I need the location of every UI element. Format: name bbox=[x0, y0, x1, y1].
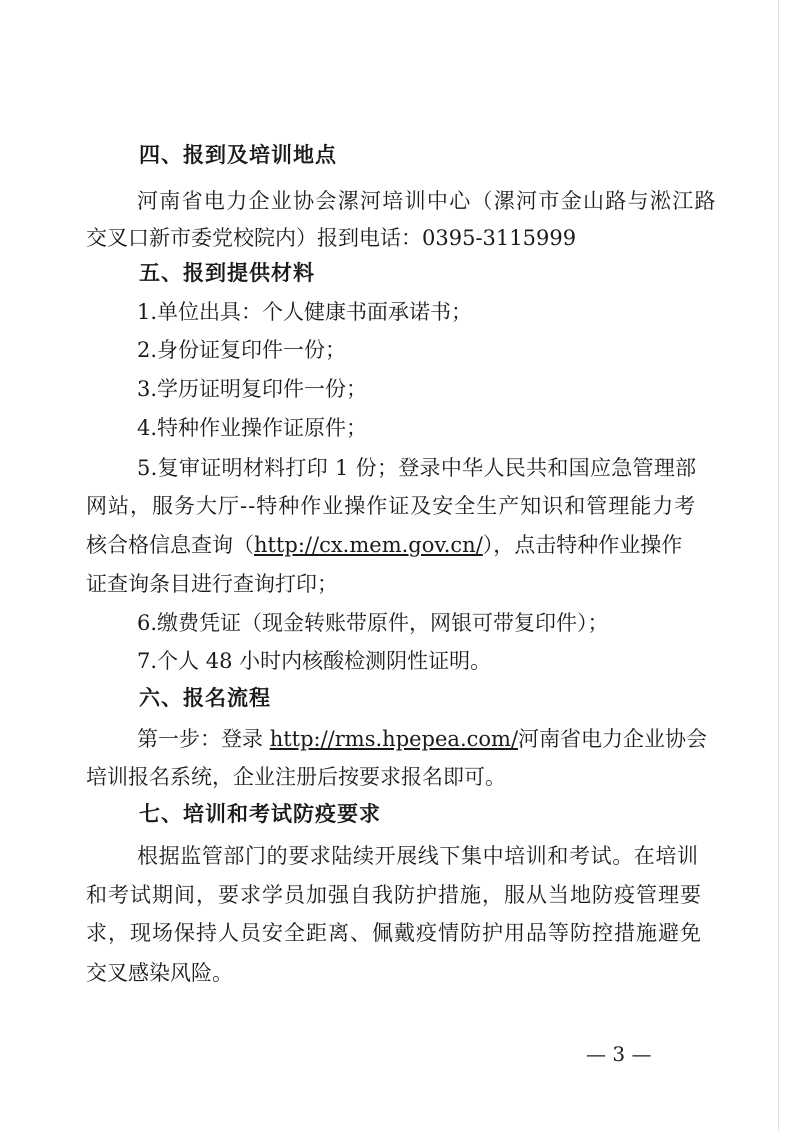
section-heading-5: 五、报到提供材料 bbox=[139, 261, 315, 285]
scan-edge-divider bbox=[778, 0, 779, 1131]
section-heading-6: 六、报名流程 bbox=[139, 686, 271, 710]
list-item: 2.身份证复印件一份； bbox=[137, 338, 347, 362]
mem-query-link[interactable]: http://cx.mem.gov.cn/ bbox=[254, 533, 483, 557]
paragraph-line: 根据监管部门的要求陆续开展线下集中培训和考试。在培训 bbox=[137, 844, 699, 868]
section-heading-7: 七、培训和考试防疫要求 bbox=[139, 802, 381, 826]
text-fragment: ），点击特种作业操作 bbox=[482, 533, 683, 557]
list-item: 5.复审证明材料打印 1 份；登录中华人民共和国应急管理部 bbox=[137, 456, 697, 480]
list-item: 1.单位出具：个人健康书面承诺书； bbox=[137, 300, 473, 324]
list-item: 7.个人 48 小时内核酸检测阴性证明。 bbox=[137, 649, 492, 673]
list-item: 6.缴费凭证（现金转账带原件，网银可带复印件）； bbox=[137, 611, 609, 635]
paragraph-line: 证查询条目进行查询打印； bbox=[86, 572, 338, 596]
paragraph-line: 求，现场保持人员安全距离、佩戴疫情防护用品等防控措施避免 bbox=[86, 921, 702, 945]
paragraph-line bbox=[86, 530, 682, 560]
section-heading-4: 四、报到及培训地点 bbox=[139, 143, 337, 167]
paragraph-line: 河南省电力企业协会漯河培训中心（漯河市金山路与淞江路 bbox=[137, 189, 717, 213]
text-fragment: 第一步：登录 bbox=[137, 727, 270, 751]
paragraph-line: 交叉感染风险。 bbox=[86, 961, 233, 985]
registration-system-link[interactable]: http://rms.hpepea.com/ bbox=[269, 727, 519, 751]
paragraph-line bbox=[137, 724, 707, 754]
text-fragment: 河南省电力企业协会 bbox=[518, 727, 708, 751]
text-fragment: 核合格信息查询（ bbox=[86, 533, 254, 557]
paragraph-line: 网站，服务大厅--特种作业操作证及安全生产知识和管理能力考 bbox=[86, 494, 697, 518]
paragraph-line: 和考试期间，要求学员加强自我防护措施，服从当地防疫管理要 bbox=[86, 883, 702, 907]
list-item: 4.特种作业操作证原件； bbox=[137, 416, 368, 440]
paragraph-line: 交叉口新市委党校院内）报到电话：0395-3115999 bbox=[86, 226, 577, 250]
list-item: 3.学历证明复印件一份； bbox=[137, 377, 368, 401]
page-number: — 3 — bbox=[586, 1042, 652, 1066]
paragraph-line: 培训报名系统，企业注册后按要求报名即可。 bbox=[86, 765, 506, 789]
